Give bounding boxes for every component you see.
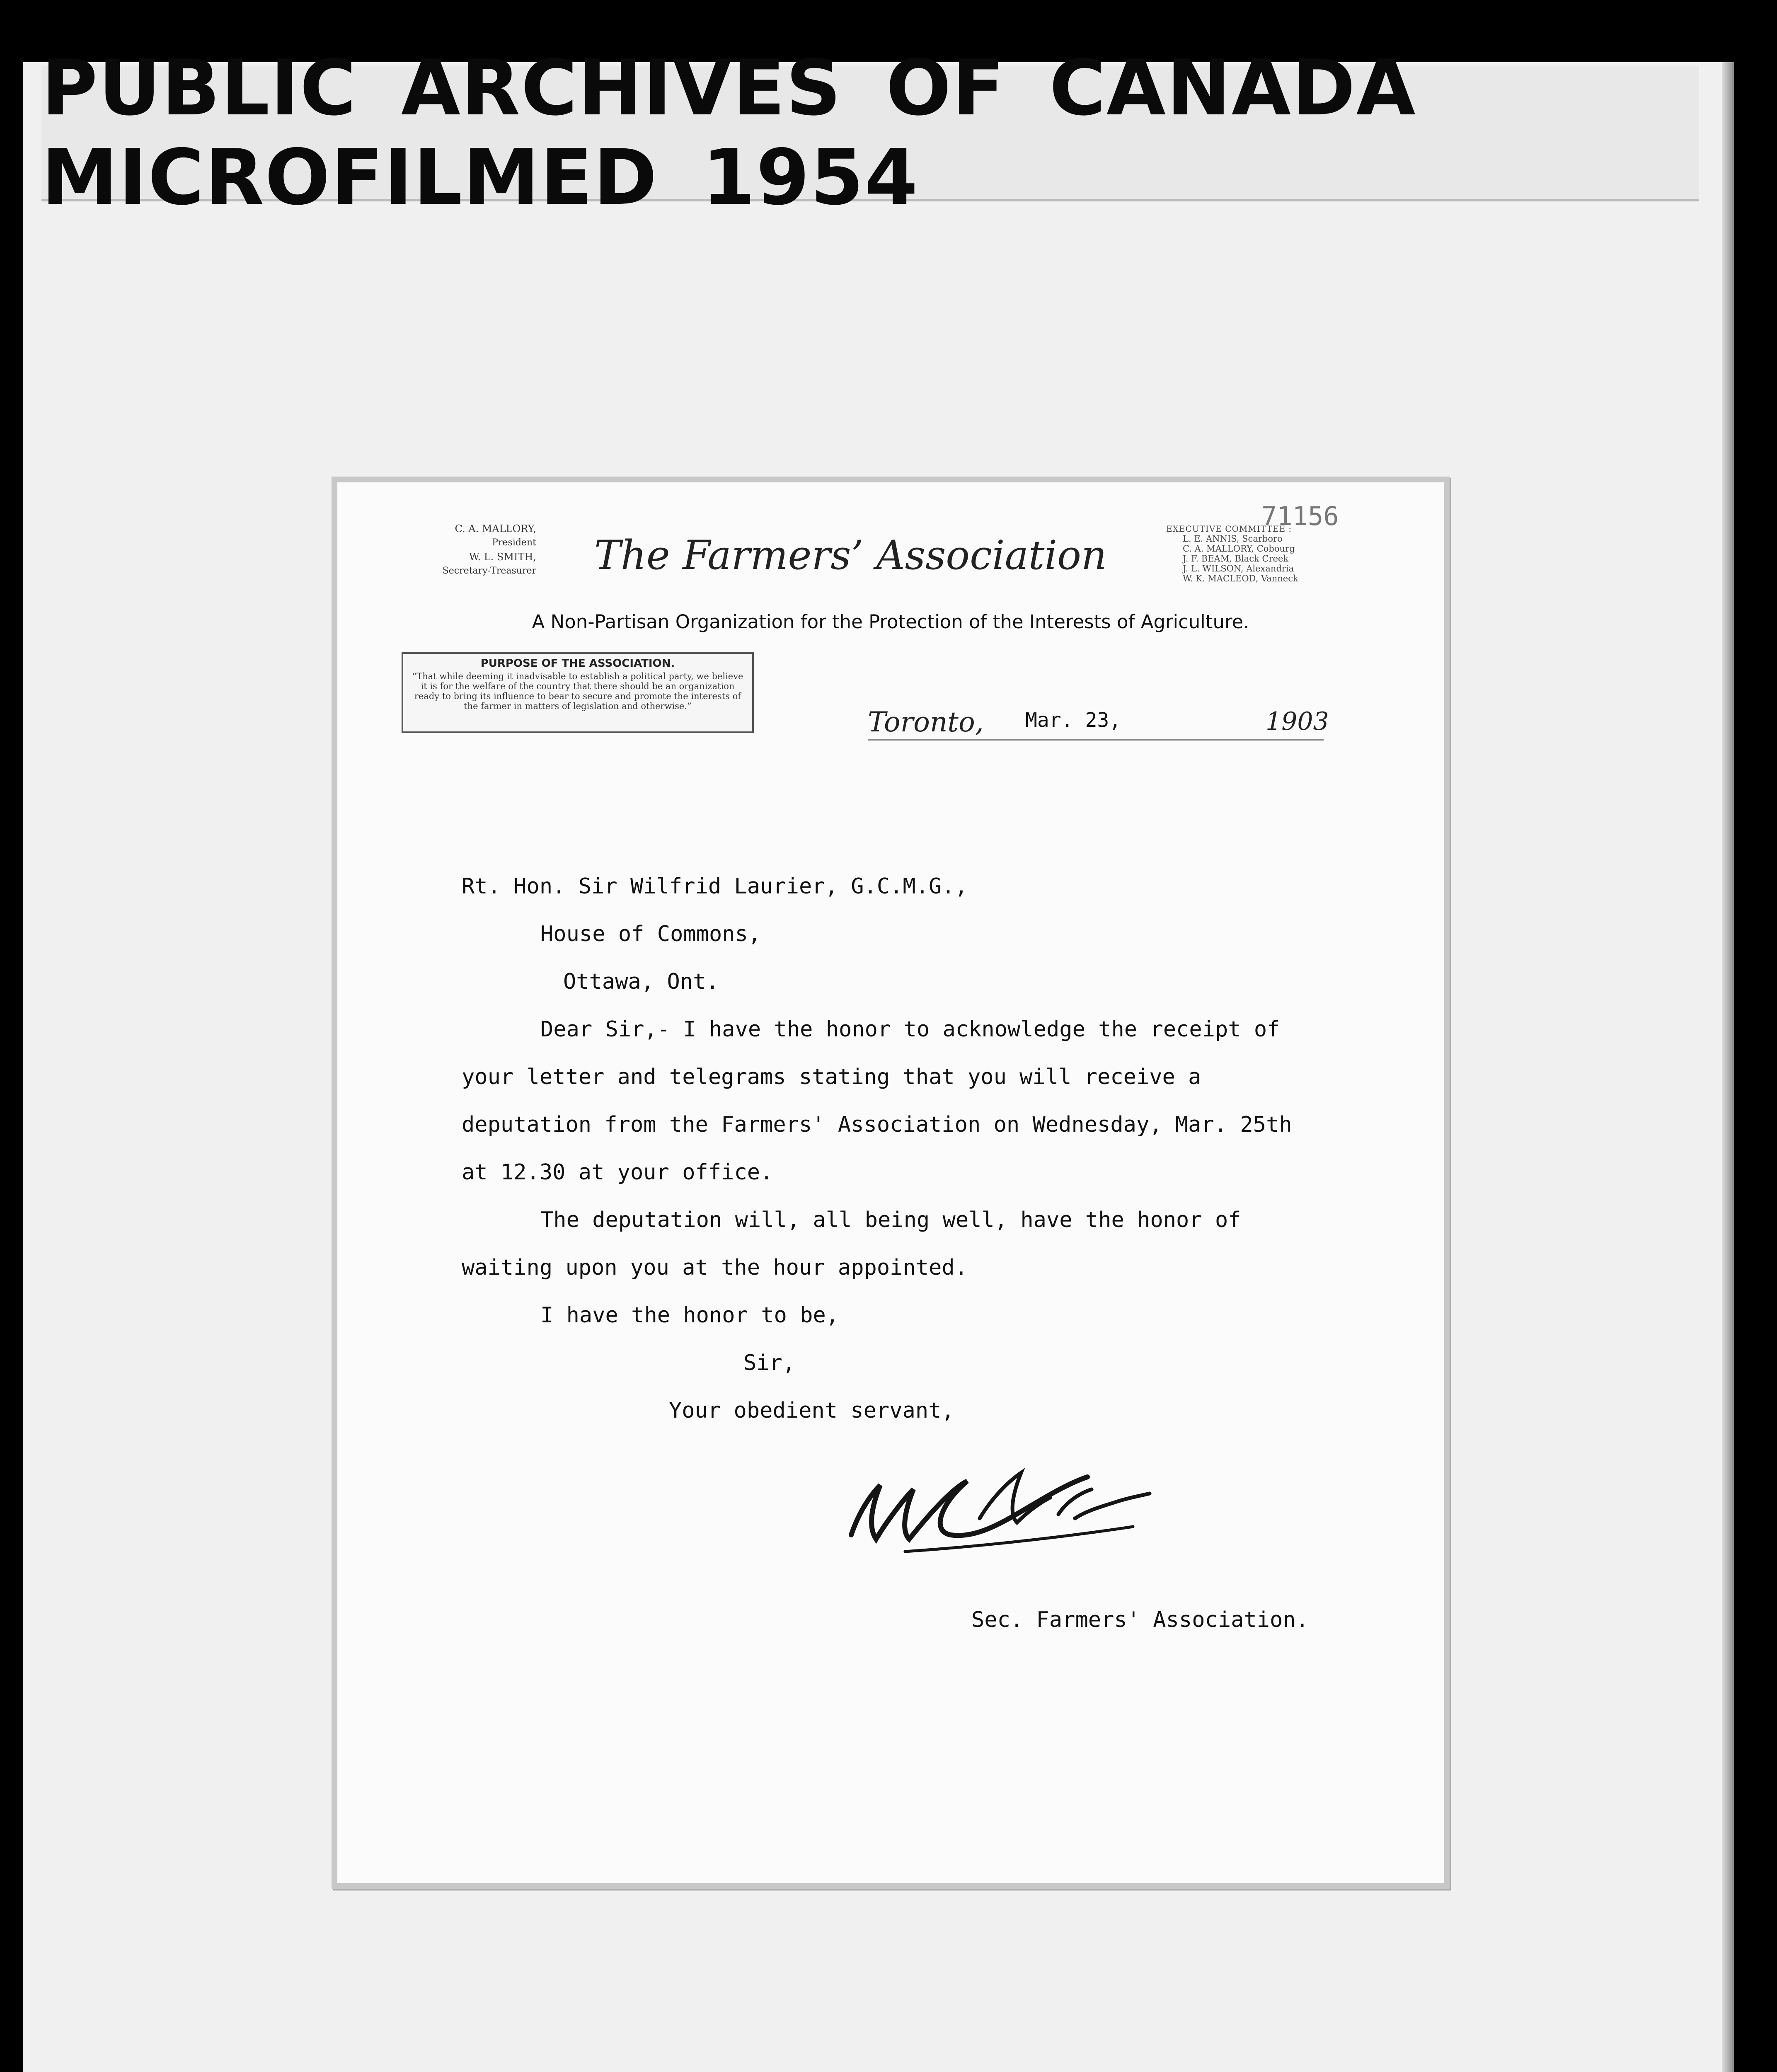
president-role: President (492, 537, 536, 548)
address-line: Ottawa, Ont. (563, 969, 719, 994)
signer-title: Sec. Farmers' Association. (971, 1607, 1309, 1632)
officers-block (383, 522, 536, 578)
association-title: The Farmers’ Association (594, 532, 1107, 579)
address-line: House of Commons, (540, 922, 761, 946)
document-number: 71156 (1261, 501, 1339, 531)
closing-line: I have the honor to be, (540, 1303, 839, 1328)
dateline-date: Mar. 23, (1025, 709, 1121, 732)
signature-image (843, 1435, 1174, 1568)
archive-banner (41, 43, 1699, 222)
letter-page (332, 477, 1450, 1889)
secretary-name: W. L. SMITH, (469, 551, 536, 563)
closing-line: Sir, (743, 1351, 796, 1375)
paragraph-line: deputation from the Farmers' Association on Wednesday, Mar. 25th (462, 1112, 1292, 1137)
president-name: C. A. MALLORY, (455, 523, 536, 535)
dateline (868, 706, 1329, 741)
committee-member: J. F. BEAM, Black Creek (1183, 554, 1289, 564)
committee-member: W. K. MACLEOD, Vanneck (1183, 574, 1298, 583)
paragraph-line: The deputation will, all being well, have the honor of (540, 1208, 1241, 1232)
paragraph-line: at 12.30 at your office. (462, 1160, 773, 1185)
executive-committee (1166, 524, 1357, 583)
organization-tagline: A Non-Partisan Organization for the Protection of the Interests of Agriculture. (532, 611, 1249, 633)
committee-member: L. E. ANNIS, Scarboro (1183, 534, 1283, 544)
committee-member: C. A. MALLORY, Cobourg (1183, 544, 1295, 554)
archive-banner-text: PUBLIC ARCHIVES OF CANADA MICROFILMED 1954 (41, 43, 1416, 222)
purpose-text: “That while deeming it inadvisable to establish a political party, we believe it is for the welfare of the country that there should be an organization ready to bring its influence to bear to secure and promote the interests of the farmer in matters of legislation and otherwise.” (412, 671, 743, 711)
dateline-place: Toronto, (868, 706, 984, 738)
purpose-title: PURPOSE OF THE ASSOCIATION. (480, 657, 675, 670)
paragraph-line: Dear Sir,- I have the honor to acknowledge the receipt of (540, 1017, 1280, 1042)
committee-heading: EXECUTIVE COMMITTEE : (1166, 524, 1292, 534)
closing-line: Your obedient servant, (669, 1398, 954, 1423)
committee-member: J. L. WILSON, Alexandria (1183, 564, 1294, 574)
paragraph-line: your letter and telegrams stating that you will receive a (462, 1065, 1201, 1089)
dateline-year: 1903 (1266, 707, 1329, 736)
purpose-box (402, 652, 754, 733)
secretary-role: Secretary-Treasurer (442, 566, 536, 576)
address-line: Rt. Hon. Sir Wilfrid Laurier, G.C.M.G., (462, 874, 968, 899)
paragraph-line: waiting upon you at the hour appointed. (462, 1255, 968, 1280)
